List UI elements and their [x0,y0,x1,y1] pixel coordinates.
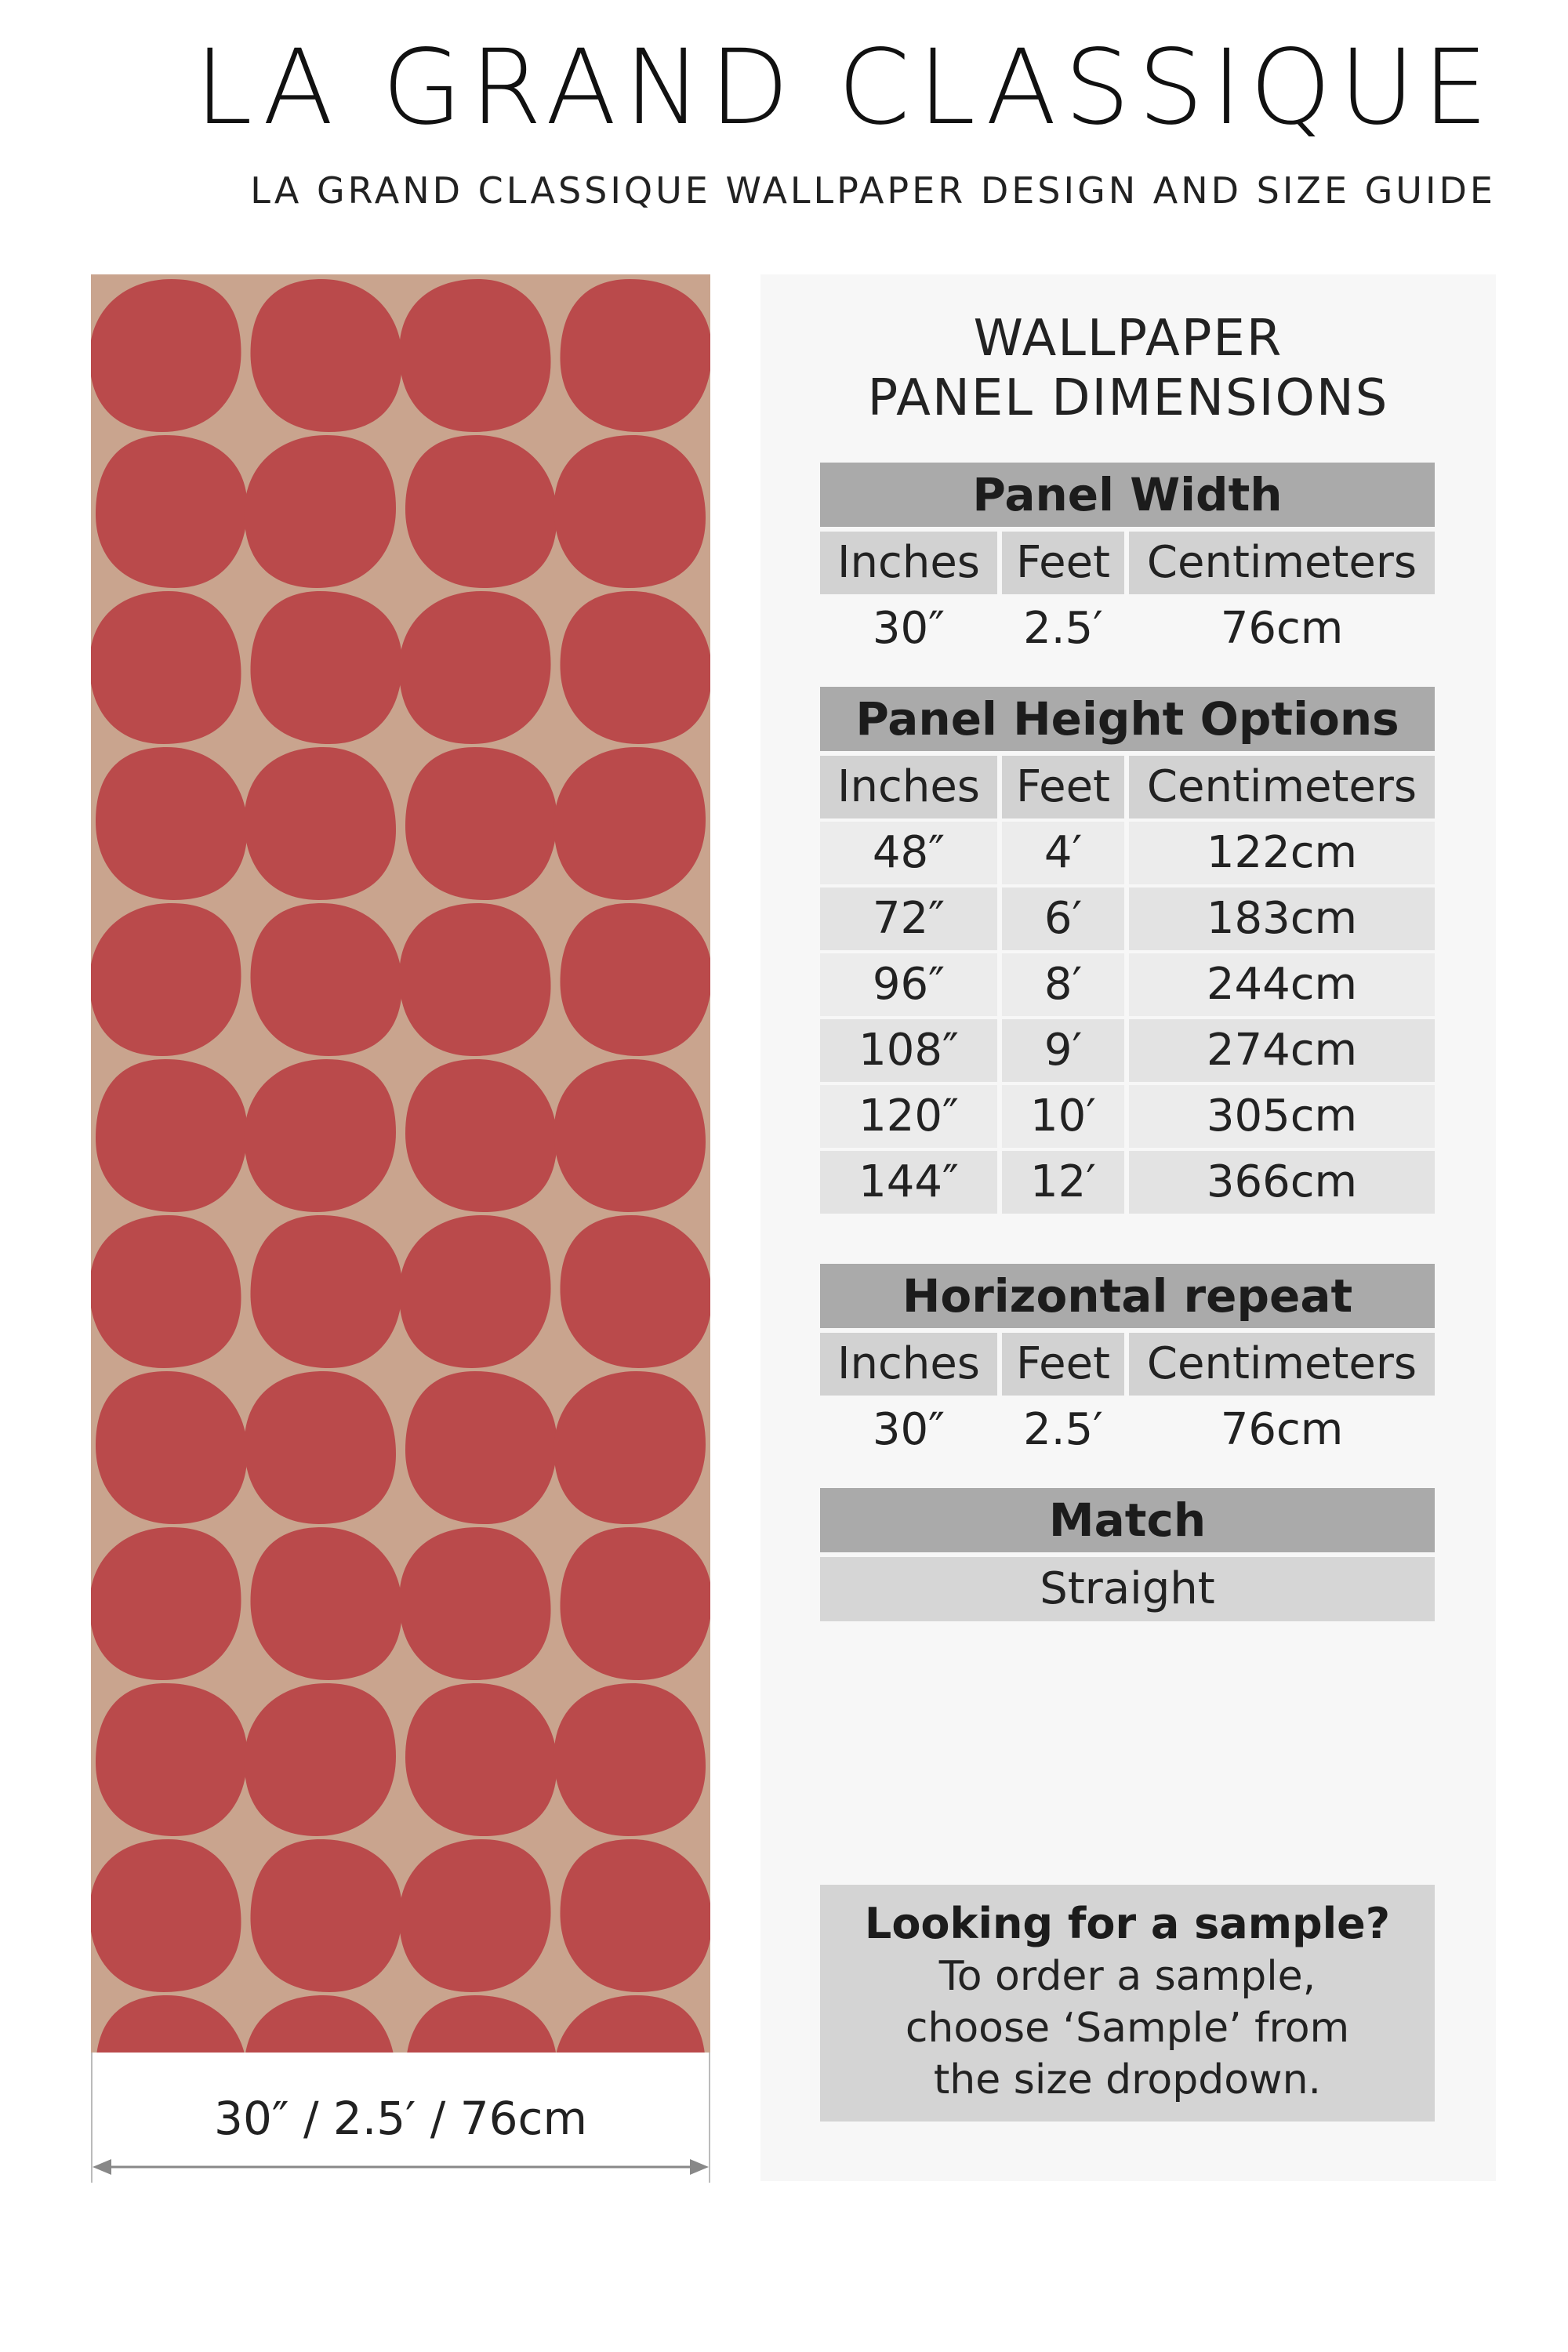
pattern-blob [561,1527,711,1680]
pattern-blob [245,1371,397,1524]
table-row [820,1151,1435,1214]
pattern-blob [245,1683,397,1836]
match-table [820,1488,1435,1621]
pattern-blob [96,1059,248,1212]
panel-width-column-headers [820,532,1435,594]
pattern-blob [91,279,241,432]
panel-width-label: 30″ / 2.5′ / 76cm [214,2092,587,2145]
value-feet: 6′ [1002,887,1124,950]
specifications-panel [760,274,1496,2181]
column-header-feet: Feet [1002,756,1124,818]
horizontal-repeat-table [820,1264,1435,1465]
pattern-blob [399,903,551,1056]
sample-info-box [820,1885,1435,2122]
value-inches: 108″ [820,1019,997,1082]
pattern-blob [96,435,248,588]
panel-width-title: Panel Width [820,463,1435,527]
panel-height-table [820,687,1435,1217]
spec-heading-line1: WALLPAPER [973,310,1283,368]
value-feet: 9′ [1002,1019,1124,1082]
value-centimeters: 244cm [1129,953,1435,1016]
horizontal-repeat-title: Horizontal repeat [820,1264,1435,1328]
panel-height-title: Panel Height Options [820,687,1435,751]
pattern-blob [561,1215,711,1368]
value-inches: 48″ [820,822,997,884]
wallpaper-pattern-preview [91,274,710,2053]
sample-text-line3: the size dropdown. [933,2056,1322,2103]
value-centimeters: 366cm [1129,1151,1435,1214]
pattern-blob [91,903,241,1056]
pattern-blob [561,1839,711,1992]
pattern-blob [91,1527,241,1680]
pattern-blob [554,747,706,900]
value-feet: 8′ [1002,953,1124,1016]
pattern-blob [96,1683,248,1836]
column-header-centimeters: Centimeters [1129,1333,1435,1396]
panel-width-table [820,463,1435,663]
brand-title: LA GRAND CLASSIQUE [194,27,1496,148]
value-feet: 4′ [1002,822,1124,884]
pattern-blob [251,903,403,1056]
table-row [820,887,1435,950]
pattern-blob [554,435,706,588]
value-inches: 144″ [820,1151,997,1214]
table-row [820,953,1435,1016]
pattern-blob [399,591,551,744]
table-row [820,1399,1435,1461]
panel-height-column-headers [820,756,1435,818]
column-header-feet: Feet [1002,532,1124,594]
value-centimeters: 76cm [1220,603,1344,654]
brand-subtitle: LA GRAND CLASSIQUE WALLPAPER DESIGN AND SIZE GUIDE [250,169,1496,212]
sample-text-line1: To order a sample, [938,1953,1316,2000]
pattern-blob [405,1683,557,1836]
column-header-centimeters: Centimeters [1129,756,1435,818]
width-arrow-icon [91,2158,710,2176]
value-feet: 12′ [1002,1151,1124,1214]
table-row [820,1019,1435,1082]
pattern-blob [405,435,557,588]
column-header-centimeters: Centimeters [1129,532,1435,594]
pattern-blob [96,747,248,900]
pattern-blob [405,747,557,900]
pattern-blob [561,903,711,1056]
pattern-blob [399,1839,551,1992]
pattern-blob [399,1215,551,1368]
value-inches: 96″ [820,953,997,1016]
column-header-feet: Feet [1002,1333,1124,1396]
pattern-blob [91,1839,241,1992]
value-centimeters: 122cm [1129,822,1435,884]
pattern-blob [405,1059,557,1212]
value-feet: 2.5′ [1023,1404,1103,1455]
pattern-blob [91,591,241,744]
spec-heading [760,309,1496,428]
pattern-blob [245,1059,397,1212]
spec-heading-line2: PANEL DIMENSIONS [867,369,1389,427]
pattern-blob [554,1059,706,1212]
pattern-blob [251,1839,403,1992]
pattern-blob [405,1371,557,1524]
sample-title: Looking for a sample? [864,1899,1391,1948]
table-row [820,822,1435,884]
value-inches: 72″ [820,887,997,950]
pattern-artwork [91,274,710,2053]
pattern-blob [399,1527,551,1680]
pattern-blob [561,591,711,744]
pattern-blob [251,1215,403,1368]
value-feet: 10′ [1002,1085,1124,1148]
pattern-blob [91,1215,241,1368]
pattern-blob [251,1527,403,1680]
value-centimeters: 305cm [1129,1085,1435,1148]
horizontal-repeat-column-headers [820,1333,1435,1396]
value-feet: 2.5′ [1023,603,1103,654]
column-header-inches: Inches [820,1333,997,1396]
sample-text-line2: choose ‘Sample’ from [905,2005,1350,2052]
pattern-blob [561,279,711,432]
value-inches: 30″ [872,1404,946,1455]
pattern-blob [245,747,397,900]
column-header-inches: Inches [820,532,997,594]
pattern-blob [554,1683,706,1836]
pattern-blob [251,279,403,432]
table-row [820,1085,1435,1148]
pattern-blob [554,1371,706,1524]
match-value: Straight [820,1557,1435,1621]
pattern-blob [251,591,403,744]
value-centimeters: 183cm [1129,887,1435,950]
pattern-blob [399,279,551,432]
value-inches: 30″ [872,603,946,654]
pattern-blob [245,435,397,588]
column-header-inches: Inches [820,756,997,818]
pattern-blob [96,1371,248,1524]
value-inches: 120″ [820,1085,997,1148]
value-centimeters: 274cm [1129,1019,1435,1082]
table-row [820,597,1435,660]
value-centimeters: 76cm [1220,1404,1344,1455]
match-title: Match [820,1488,1435,1552]
